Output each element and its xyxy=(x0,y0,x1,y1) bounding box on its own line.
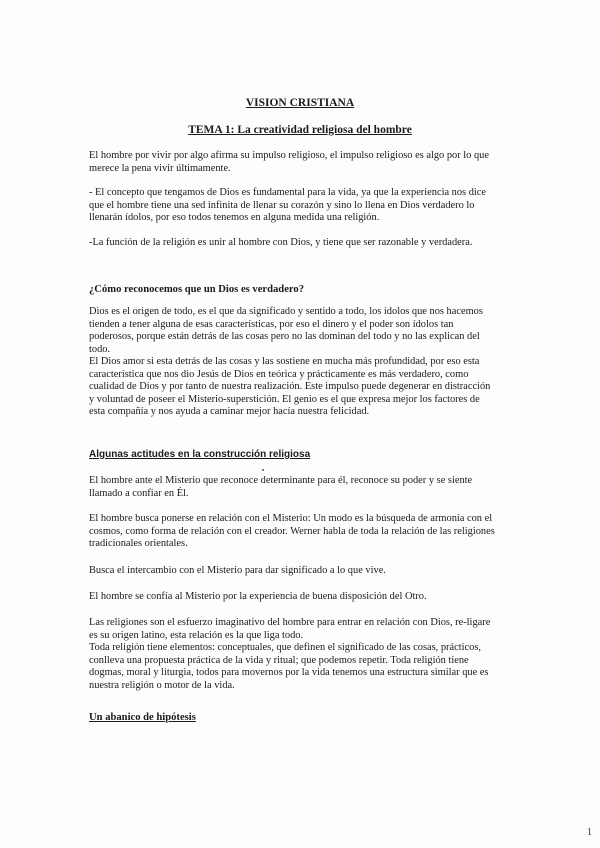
section2-heading: Algunas actitudes en la construcción religiosa xyxy=(89,449,311,460)
intro-paragraph-3: -La función de la religión es unir al hombre con Dios, y tiene que ser razonable y verdadera. xyxy=(89,237,473,248)
section2-paragraph-4: El hombre se confía al Misterio por la experiencia de buena disposición del Otro. xyxy=(89,591,427,602)
section2-paragraph-3: Busca el intercambio con el Misterio para dar significado a lo que vive. xyxy=(89,565,386,576)
scan-speck xyxy=(262,469,264,471)
intro-paragraph-1: El hombre por vivir por algo afirma su impulso religioso, el impulso religioso es algo por lo que merece la pena vivir últimamente. xyxy=(89,150,489,174)
section1-paragraph-1: Dios es el origen de todo, es el que da significado y sentido a todo, los ídolos que nos hacemos tienden a tener alguna de esas características, por eso el dinero y el poder son ídolos tan poderosos, porque están detrás de las cosas pero no las dominan del todo y no las explican del todo. xyxy=(89,306,483,355)
section2-paragraph-5: Las religiones son el esfuerzo imaginativo del hombre para entrar en relación con Dios, re-ligare es su origen latino, esta relación es la que liga todo. xyxy=(89,617,491,641)
section2-paragraph-2: El hombre busca ponerse en relación con el Misterio: Un modo es la búsqueda de armonía con el cosmos, como forma de relación con el creador. Werner habla de toda la relación de las religiones tradicionales orientales. xyxy=(89,513,495,550)
section2-paragraph-1: El hombre ante el Misterio que reconoce determinante para él, reconoce su poder y se siente llamado a confiar en Él. xyxy=(89,475,473,499)
document-subtitle: TEMA 1: La creatividad religiosa del hombre xyxy=(188,124,412,136)
document-title: VISION CRISTIANA xyxy=(245,97,355,109)
section1-heading: ¿Cómo reconocemos que un Dios es verdadero? xyxy=(89,284,304,295)
section1-paragraph-2: El Dios amor si esta detrás de las cosas y las sostiene en mucha más profundidad, por eso esta característica que nos dio Jesús de Dios en teórica y prácticamente es más verdadero, como cualidad de Dios y por tanto de nuestra realización. Este impulso puede degenerar en distracción y voluntad de poseer el Misterio-superstición. El genio es el que expresa mejor los factores de esta compañía y nos ayuda a caminar mejor hacía nuestra felicidad. xyxy=(89,356,491,418)
section2-paragraph-6: Toda religión tiene elementos: conceptuales, que definen el significado de las cosas, prácticos, conlleva una propuesta práctica de la vida y ritual; que podemos repetir. Toda religión tiene dogmas, moral y liturgia, todos para movernos por la vida tenemos una estructura similar que es nuestra religión o motor de la vida. xyxy=(89,642,489,691)
section3-heading: Un abanico de hipótesis xyxy=(89,712,196,723)
intro-paragraph-2: - El concepto que tengamos de Dios es fundamental para la vida, ya que la experiencia nos dice que el hombre tiene una sed infinita de llenar su corazón y sino lo llena en Dios verdadero lo llenarán ídolos, por eso todos tenemos en alguna medida una religión. xyxy=(89,187,487,224)
page-number: 1 xyxy=(587,827,592,838)
